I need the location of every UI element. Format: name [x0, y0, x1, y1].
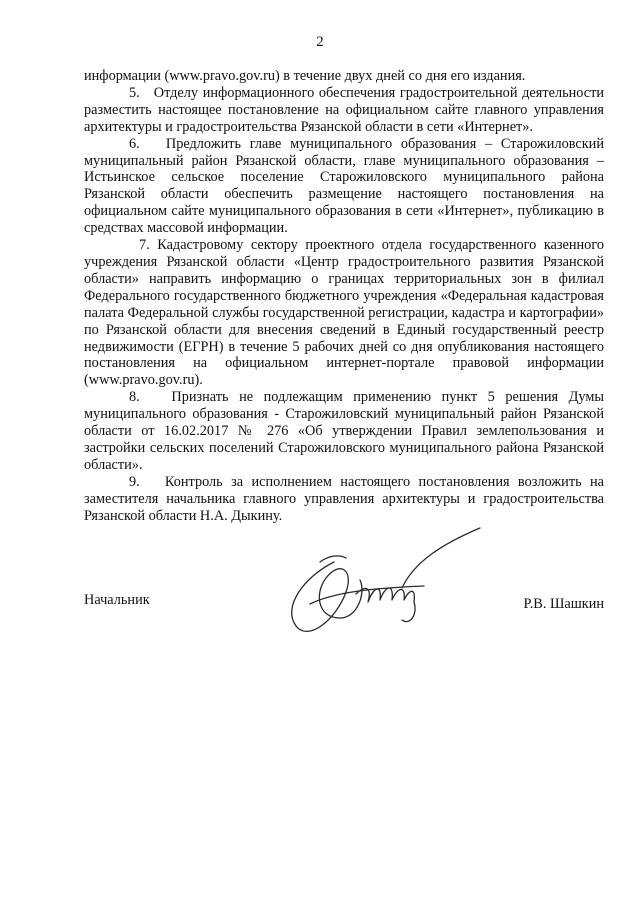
paragraph-continuation: информации (www.pravo.gov.ru) в течение двух дней со дня его издания. — [84, 68, 526, 84]
document-body — [84, 68, 604, 524]
handwritten-signature — [274, 522, 514, 652]
signer-title: Начальник — [84, 592, 150, 608]
signature-block — [84, 582, 604, 702]
paragraph-item-6: 6. Предложить главе муниципального образования – Старожиловский муниципальный район Рязанской области, главе муниципального образования – Истьинское сельское поселение Старожиловского муниципального района Рязанской области обеспечить размещение настоящего постановления на официальном сайте муниципального образования в сети «Интернет», публикацию в средствах массовой информации. — [84, 135, 604, 237]
paragraph-item-8: 8. Признать не подлежащим применению пункт 5 решения Думы муниципального образования - Старожиловский муниципальный район Рязанской области от 16.02.2017 № 276 «Об утверждении Правил землепользования и застройки сельских поселений Старожиловского муниципального района Рязанской области». — [84, 389, 604, 473]
page-number: 2 — [316, 34, 324, 50]
signer-name: Р.В. Шашкин — [523, 596, 604, 612]
paragraph-item-9: 9. Контроль за исполнением настоящего постановления возложить на заместителя начальника главного управления архитектуры и градостроительства Рязанской области Н.А. Дыкину. — [84, 473, 604, 524]
paragraph-item-7: 7. Кадастровому сектору проектного отдела государственного казенного учреждения Рязанской области «Центр градостроительного развития Рязанской области» направить информацию о границах территориальных зон в филиал Федерального государственного бюджетного учреждения «Федеральная кадастровая палата Федеральной службы государственной регистрации, кадастра и картографии» по Рязанской области для внесения сведений в Единый государственный реестр недвижимости (ЕГРН) в течение 5 рабочих дней со дня опубликования настоящего постановления на официальном интернет-портале правовой информации (www.pravo.gov.ru). — [84, 237, 604, 389]
paragraph-item-5: 5. Отделу информационного обеспечения градостроительной деятельности разместить настоящее постановление на официальном сайте главного управления архитектуры и градостроительства Рязанской области в сети «Интернет». — [84, 84, 604, 135]
